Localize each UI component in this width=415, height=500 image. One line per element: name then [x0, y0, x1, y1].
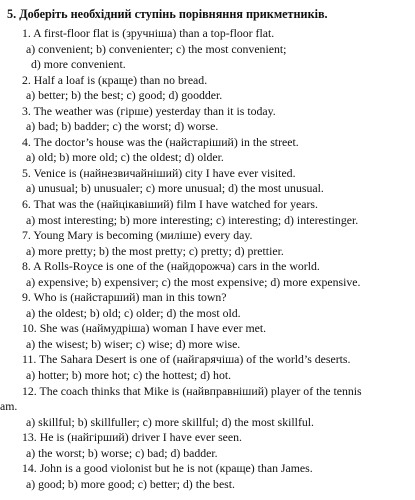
question-item: [0, 430, 415, 461]
question-item: [0, 197, 415, 228]
question-item: [0, 384, 415, 431]
answer-options: a) skillful; b) skillfuller; c) more skillful; d) the most skillful.: [26, 414, 314, 429]
answer-options: a) convenient; b) convenienter; c) the most convenient;: [26, 41, 287, 56]
question-item: [0, 290, 415, 321]
question-text: 12. The coach thinks that Mike is (найвправніший) player of the tennis: [22, 383, 362, 398]
answer-options: a) good; b) more good; c) better; d) the best.: [26, 476, 236, 491]
question-item: [0, 352, 415, 383]
answer-options: a) the wisest; b) wiser; c) wise; d) more wise.: [26, 336, 241, 351]
answer-options: a) bad; b) badder; c) the worst; d) worse.: [26, 119, 219, 134]
answer-options: a) more pretty; b) the most pretty; c) pretty; d) prettier.: [26, 243, 284, 258]
answer-options: a) old; b) more old; c) the oldest; d) older.: [26, 150, 224, 165]
question-text: 4. The doctor’s house was the (найстаріший) in the street.: [22, 134, 299, 149]
question-text: 9. Who is (найстарший) man in this town?: [22, 290, 227, 305]
answer-options: a) unusual; b) unusualer; c) more unusual; d) the most unusual.: [26, 181, 324, 196]
question-text: 6. That was the (найцікавіший) film I have watched for years.: [22, 197, 318, 212]
answer-options: a) expensive; b) expensiver; c) the most expensive; d) more expensive.: [26, 274, 361, 289]
question-item: [0, 73, 415, 104]
question-item: [0, 104, 415, 135]
question-item: [0, 321, 415, 352]
question-text: 5. Venice is (найнезвичайніший) city I have ever visited.: [22, 165, 296, 180]
answer-options: a) better; b) the best; c) good; d) goodder.: [26, 88, 223, 103]
question-item: [0, 135, 415, 166]
exercise-title: 5. Доберіть необхідний ступінь порівняння прикметників.: [7, 7, 328, 21]
question-text: 1. A first-floor flat is (зручніша) than a top-floor flat.: [22, 26, 275, 40]
exercise-list: [0, 26, 415, 492]
answer-options: d) more convenient.: [31, 57, 126, 72]
question-text: 8. A Rolls-Royce is one of the (найдорожча) cars in the world.: [22, 259, 320, 274]
question-item: [0, 228, 415, 259]
question-item: [0, 259, 415, 290]
question-text: 11. The Sahara Desert is one of (найгарячіша) of the world’s deserts.: [22, 352, 351, 367]
answer-options: a) most interesting; b) more interesting; c) interesting; d) interestinger.: [26, 212, 359, 227]
question-text: 2. Half a loaf is (краще) than no bread.: [22, 72, 208, 87]
question-text: 7. Young Mary is becoming (миліше) every day.: [22, 228, 253, 243]
question-text: 10. She was (наймудріша) woman I have ever met.: [22, 321, 267, 336]
answer-options: a) the worst; b) worse; c) bad; d) badder.: [26, 445, 218, 460]
question-item: [0, 26, 415, 73]
question-item: [0, 461, 415, 492]
question-item: [0, 166, 415, 197]
answer-options: a) hotter; b) more hot; c) the hottest; d) hot.: [26, 368, 232, 383]
question-continuation: am.: [0, 399, 18, 414]
question-text: 14. John is a good violonist but he is not (краще) than James.: [22, 461, 313, 476]
question-text: 3. The weather was (гірше) yesterday than it is today.: [22, 103, 276, 118]
answer-options: a) the oldest; b) old; c) older; d) the most old.: [26, 305, 241, 320]
question-text: 13. He is (найгірший) driver I have ever seen.: [22, 430, 242, 445]
